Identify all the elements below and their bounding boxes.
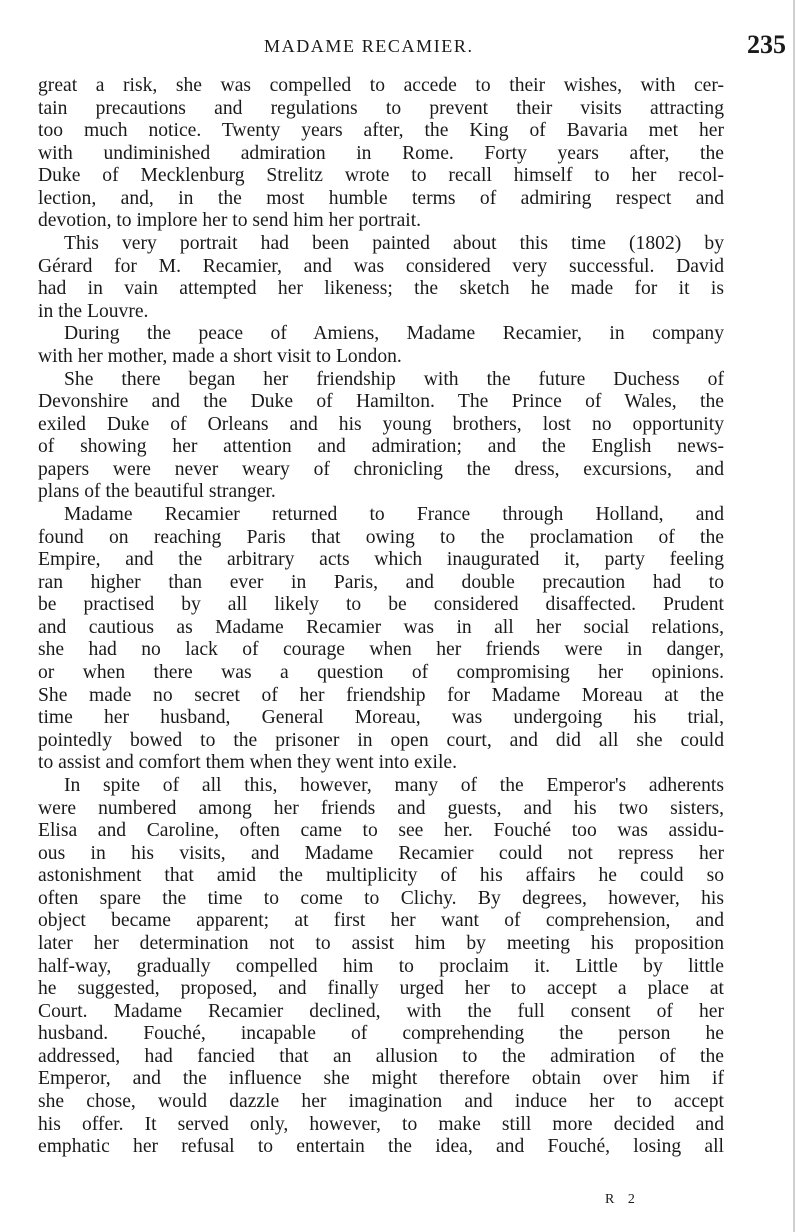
- text-line: often spare the time to come to Clichy. By degrees, however, his: [38, 887, 724, 909]
- text-line: she chose, would dazzle her imagination and induce her to accept: [38, 1091, 724, 1113]
- text-line: to assist and comfort them when they went into exile.: [38, 752, 457, 774]
- text-line: be practised by all likely to be considered disaffected. Prudent: [38, 594, 724, 616]
- text-line: were numbered among her friends and guests, and his two sisters,: [38, 797, 724, 819]
- text-line: Empire, and the arbitrary acts which inaugurated it, party feeling: [38, 549, 724, 571]
- text-line: of showing her attention and admiration; and the English news-: [38, 436, 724, 458]
- text-line: papers were never weary of chronicling the dress, excursions, and: [38, 458, 724, 480]
- text-line: astonishment that amid the multiplicity of his affairs he could so: [38, 865, 724, 887]
- text-line: she had no lack of courage when her friends were in danger,: [38, 639, 724, 661]
- text-line: She there began her friendship with the future Duchess of: [64, 368, 724, 390]
- paragraph: [38, 75, 724, 233]
- text-line: exiled Duke of Orleans and his young brothers, lost no opportunity: [38, 413, 724, 435]
- running-head: [38, 30, 786, 64]
- paragraph: [38, 369, 724, 504]
- text-line: Court. Madame Recamier declined, with the full consent of her: [38, 1000, 724, 1022]
- text-line: Duke of Mecklenburg Strelitz wrote to recall himself to her recol-: [38, 165, 724, 187]
- text-line: husband. Fouché, incapable of comprehending the person he: [38, 1023, 724, 1045]
- running-title: MADAME RECAMIER.: [264, 36, 474, 56]
- text-line: in the Louvre.: [38, 300, 149, 322]
- text-line: She made no secret of her friendship for Madame Moreau at the: [38, 684, 724, 706]
- text-line: In spite of all this, however, many of the Emperor's adherents: [64, 774, 724, 796]
- text-line: great a risk, she was compelled to accede to their wishes, with cer-: [38, 75, 724, 96]
- text-line: plans of the beautiful stranger.: [38, 481, 276, 503]
- body-text: [38, 75, 724, 1159]
- text-line: object became apparent; at first her want of comprehension, and: [38, 910, 724, 932]
- text-line: Devonshire and the Duke of Hamilton. The Prince of Wales, the: [38, 391, 724, 413]
- paragraph: [38, 233, 724, 323]
- paragraph: [38, 775, 724, 1159]
- text-line: time her husband, General Moreau, was undergoing his trial,: [38, 707, 724, 729]
- text-line: devotion, to implore her to send him her portrait.: [38, 210, 422, 232]
- text-line: later her determination not to assist him by meeting his proposition: [38, 932, 724, 954]
- text-line: his offer. It served only, however, to make still more decided and: [38, 1113, 724, 1135]
- text-line: This very portrait had been painted about this time (1802) by: [64, 233, 724, 255]
- paragraph: [38, 504, 724, 775]
- text-line: too much notice. Twenty years after, the King of Bavaria met her: [38, 120, 724, 142]
- text-line: or when there was a question of compromising her opinions.: [38, 662, 724, 684]
- text-line: ous in his visits, and Madame Recamier could not repress her: [38, 842, 724, 864]
- text-line: addressed, had fancied that an allusion to the admiration of the: [38, 1045, 724, 1067]
- paragraph: [38, 323, 724, 368]
- text-line: ran higher than ever in Paris, and double precaution had to: [38, 571, 724, 593]
- text-line: found on reaching Paris that owing to the proclamation of the: [38, 526, 724, 548]
- text-line: and cautious as Madame Recamier was in all her social relations,: [38, 616, 724, 638]
- text-line: had in vain attempted her likeness; the sketch he made for it is: [38, 278, 724, 300]
- text-line: Emperor, and the influence she might therefore obtain over him if: [38, 1068, 724, 1090]
- text-line: emphatic her refusal to entertain the idea, and Fouché, losing all: [38, 1136, 724, 1158]
- text-line: Gérard for M. Recamier, and was considered very successful. David: [38, 255, 724, 277]
- text-line: with undiminished admiration in Rome. Forty years after, the: [38, 142, 724, 164]
- text-line: Madame Recamier returned to France through Holland, and: [64, 503, 724, 525]
- text-line: lection, and, in the most humble terms of admiring respect and: [38, 187, 724, 209]
- text-line: pointedly bowed to the prisoner in open court, and did all she could: [38, 729, 724, 751]
- text-line: with her mother, made a short visit to London.: [38, 345, 402, 367]
- signature-mark: R 2: [605, 1192, 640, 1207]
- text-line: Elisa and Caroline, often came to see her. Fouché too was assidu-: [38, 820, 724, 842]
- page-number: 235: [747, 30, 786, 59]
- text-line: half-way, gradually compelled him to proclaim it. Little by little: [38, 955, 724, 977]
- text-line: During the peace of Amiens, Madame Recamier, in company: [64, 323, 724, 345]
- page-edge-rule: [793, 0, 795, 1232]
- text-line: he suggested, proposed, and finally urged her to accept a place at: [38, 978, 724, 1000]
- text-line: tain precautions and regulations to prevent their visits attracting: [38, 97, 724, 119]
